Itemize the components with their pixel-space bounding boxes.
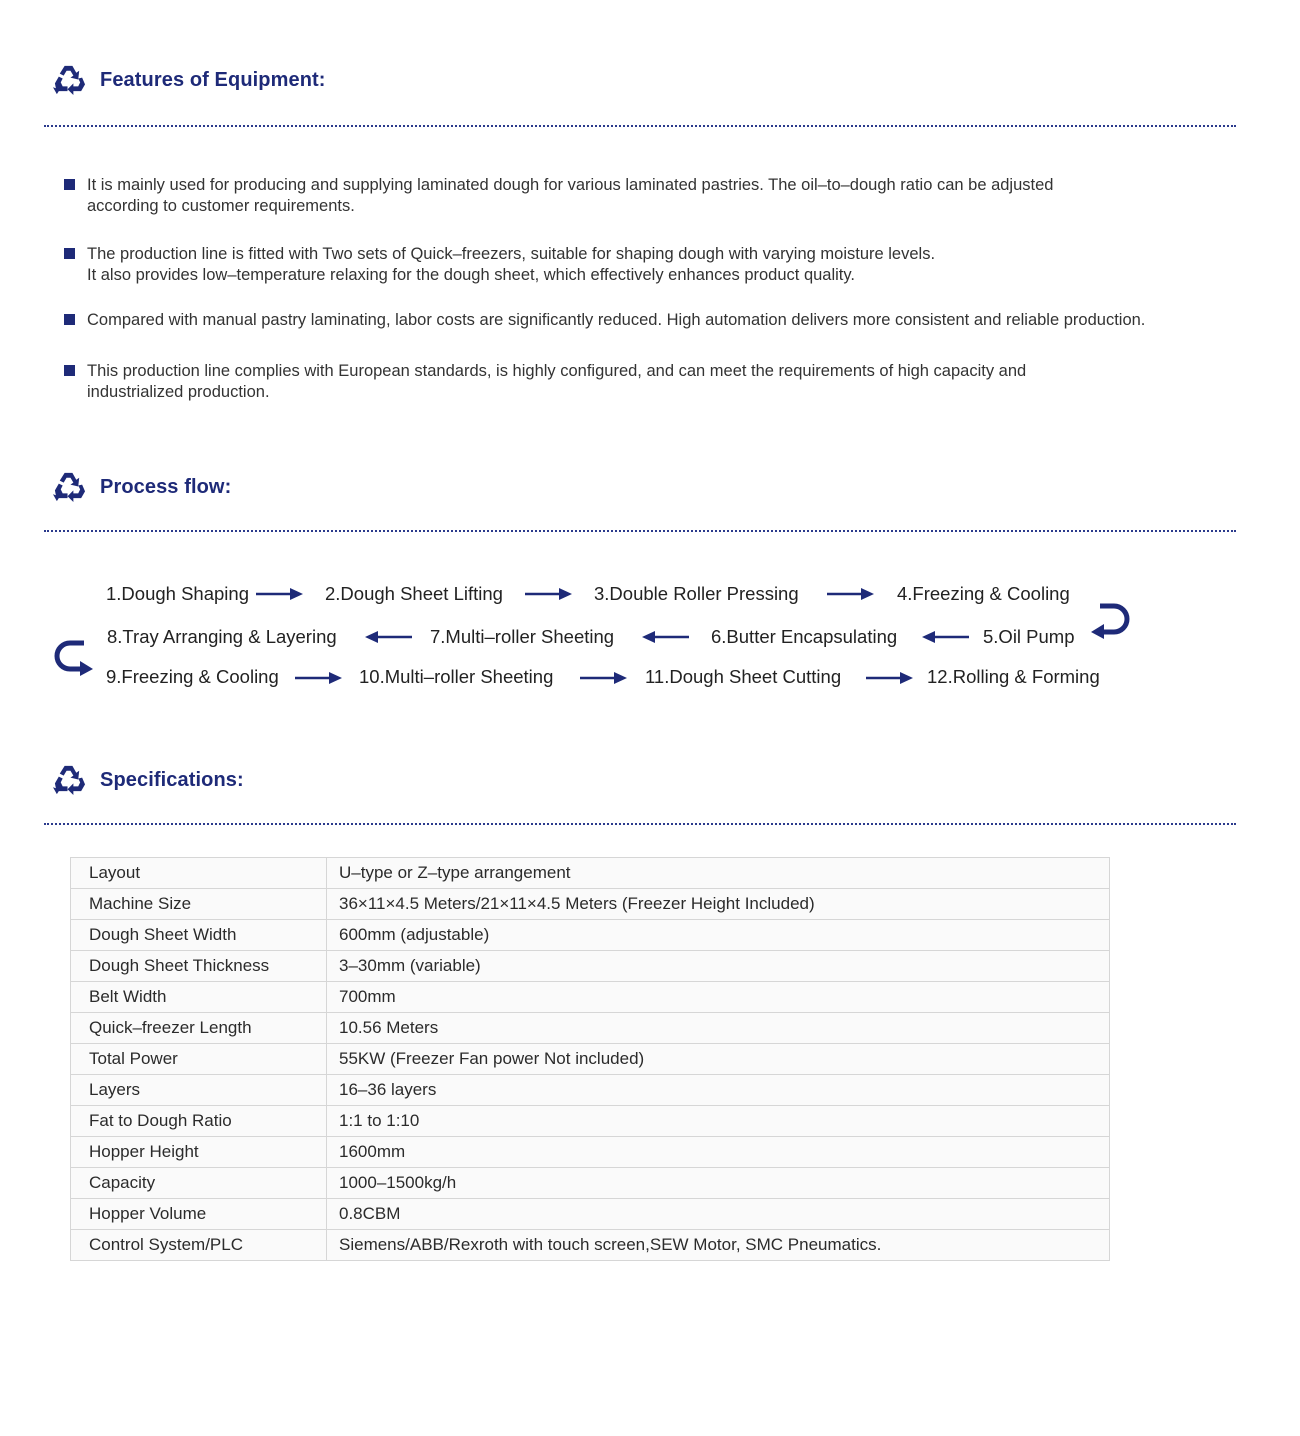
u-turn-arrow-icon xyxy=(1088,601,1130,639)
spec-value: 16–36 layers xyxy=(327,1075,1110,1106)
spec-value: 36×11×4.5 Meters/21×11×4.5 Meters (Freezer Height Included) xyxy=(327,889,1110,920)
table-row xyxy=(71,951,1110,982)
flow-step: 11.Dough Sheet Cutting xyxy=(645,666,842,687)
recycle-icon xyxy=(52,763,86,797)
spec-key: Control System/PLC xyxy=(71,1230,327,1261)
spec-key: Dough Sheet Width xyxy=(71,920,327,951)
arrow-right-icon xyxy=(580,671,628,685)
arrow-left-icon xyxy=(364,630,412,644)
arrow-left-icon xyxy=(641,630,689,644)
table-row xyxy=(71,982,1110,1013)
spec-value: 1:1 to 1:10 xyxy=(327,1106,1110,1137)
table-row xyxy=(71,1199,1110,1230)
spec-key: Hopper Height xyxy=(71,1137,327,1168)
flow-step: 6.Butter Encapsulating xyxy=(711,626,898,647)
feature-text: industrialized production. xyxy=(87,383,270,401)
feature-text: It is mainly used for producing and supplying laminated dough for various laminated pastries. The oil–to–dough ratio can be adjusted xyxy=(87,176,1054,194)
spec-key: Capacity xyxy=(71,1168,327,1199)
spec-value: 3–30mm (variable) xyxy=(327,951,1110,982)
table-row xyxy=(71,858,1110,889)
spec-key: Layout xyxy=(71,858,327,889)
flow-step: 3.Double Roller Pressing xyxy=(594,583,799,604)
flow-step: 7.Multi–roller Sheeting xyxy=(430,626,615,647)
process-header xyxy=(52,470,231,504)
table-row xyxy=(71,920,1110,951)
features-divider xyxy=(44,125,1236,127)
feature-item xyxy=(64,175,1264,217)
arrow-right-icon xyxy=(525,587,573,601)
flow-step: 4.Freezing & Cooling xyxy=(897,583,1070,604)
table-row xyxy=(71,1075,1110,1106)
spec-key: Hopper Volume xyxy=(71,1199,327,1230)
spec-key: Belt Width xyxy=(71,982,327,1013)
feature-text: The production line is fitted with Two sets of Quick–freezers, suitable for shaping dough with varying moisture levels. xyxy=(87,245,936,263)
spec-key: Dough Sheet Thickness xyxy=(71,951,327,982)
recycle-icon xyxy=(52,63,86,97)
flow-step: 1.Dough Shaping xyxy=(106,583,249,604)
bullet-square-icon xyxy=(64,314,75,325)
arrow-left-icon xyxy=(921,630,969,644)
table-row xyxy=(71,889,1110,920)
specs-title: Specifications: xyxy=(100,768,244,791)
table-row xyxy=(71,1106,1110,1137)
specs-divider xyxy=(44,823,1236,825)
flow-step: 9.Freezing & Cooling xyxy=(106,666,279,687)
feature-text: Compared with manual pastry laminating, labor costs are significantly reduced. High automation delivers more consistent and reliable production. xyxy=(87,311,1146,329)
flow-step: 5.Oil Pump xyxy=(983,626,1075,647)
spec-key: Layers xyxy=(71,1075,327,1106)
spec-value: Siemens/ABB/Rexroth with touch screen,SEW Motor, SMC Pneumatics. xyxy=(327,1230,1110,1261)
spec-value: U–type or Z–type arrangement xyxy=(327,858,1110,889)
feature-item xyxy=(64,361,1264,403)
spec-value: 1000–1500kg/h xyxy=(327,1168,1110,1199)
process-divider xyxy=(44,530,1236,532)
spec-key: Fat to Dough Ratio xyxy=(71,1106,327,1137)
process-title: Process flow: xyxy=(100,475,232,498)
specs-header xyxy=(52,763,244,797)
bullet-square-icon xyxy=(64,179,75,190)
spec-value: 700mm xyxy=(327,982,1110,1013)
spec-key: Machine Size xyxy=(71,889,327,920)
table-row xyxy=(71,1013,1110,1044)
feature-text: This production line complies with European standards, is highly configured, and can meet the requirements of high capacity and xyxy=(87,362,1027,380)
spec-value: 600mm (adjustable) xyxy=(327,920,1110,951)
table-row xyxy=(71,1230,1110,1261)
u-turn-arrow-icon xyxy=(54,638,96,676)
arrow-right-icon xyxy=(866,671,914,685)
spec-key: Total Power xyxy=(71,1044,327,1075)
feature-text: It also provides low–temperature relaxing for the dough sheet, which effectively enhances product quality. xyxy=(87,266,855,284)
specifications-table xyxy=(70,857,1110,1261)
spec-value: 55KW (Freezer Fan power Not included) xyxy=(327,1044,1110,1075)
arrow-right-icon xyxy=(295,671,343,685)
arrow-right-icon xyxy=(256,587,304,601)
spec-key: Quick–freezer Length xyxy=(71,1013,327,1044)
flow-step: 8.Tray Arranging & Layering xyxy=(107,626,337,647)
bullet-square-icon xyxy=(64,365,75,376)
features-header xyxy=(52,63,326,97)
table-row xyxy=(71,1137,1110,1168)
flow-step: 2.Dough Sheet Lifting xyxy=(325,583,503,604)
feature-item xyxy=(64,310,1264,331)
arrow-right-icon xyxy=(827,587,875,601)
feature-item xyxy=(64,244,1264,286)
recycle-icon xyxy=(52,470,86,504)
flow-step: 10.Multi–roller Sheeting xyxy=(359,666,554,687)
spec-value: 10.56 Meters xyxy=(327,1013,1110,1044)
spec-value: 1600mm xyxy=(327,1137,1110,1168)
feature-text: according to customer requirements. xyxy=(87,197,355,215)
flow-step: 12.Rolling & Forming xyxy=(927,666,1100,687)
table-row xyxy=(71,1044,1110,1075)
spec-value: 0.8CBM xyxy=(327,1199,1110,1230)
table-row xyxy=(71,1168,1110,1199)
bullet-square-icon xyxy=(64,248,75,259)
features-title: Features of Equipment: xyxy=(100,68,326,91)
